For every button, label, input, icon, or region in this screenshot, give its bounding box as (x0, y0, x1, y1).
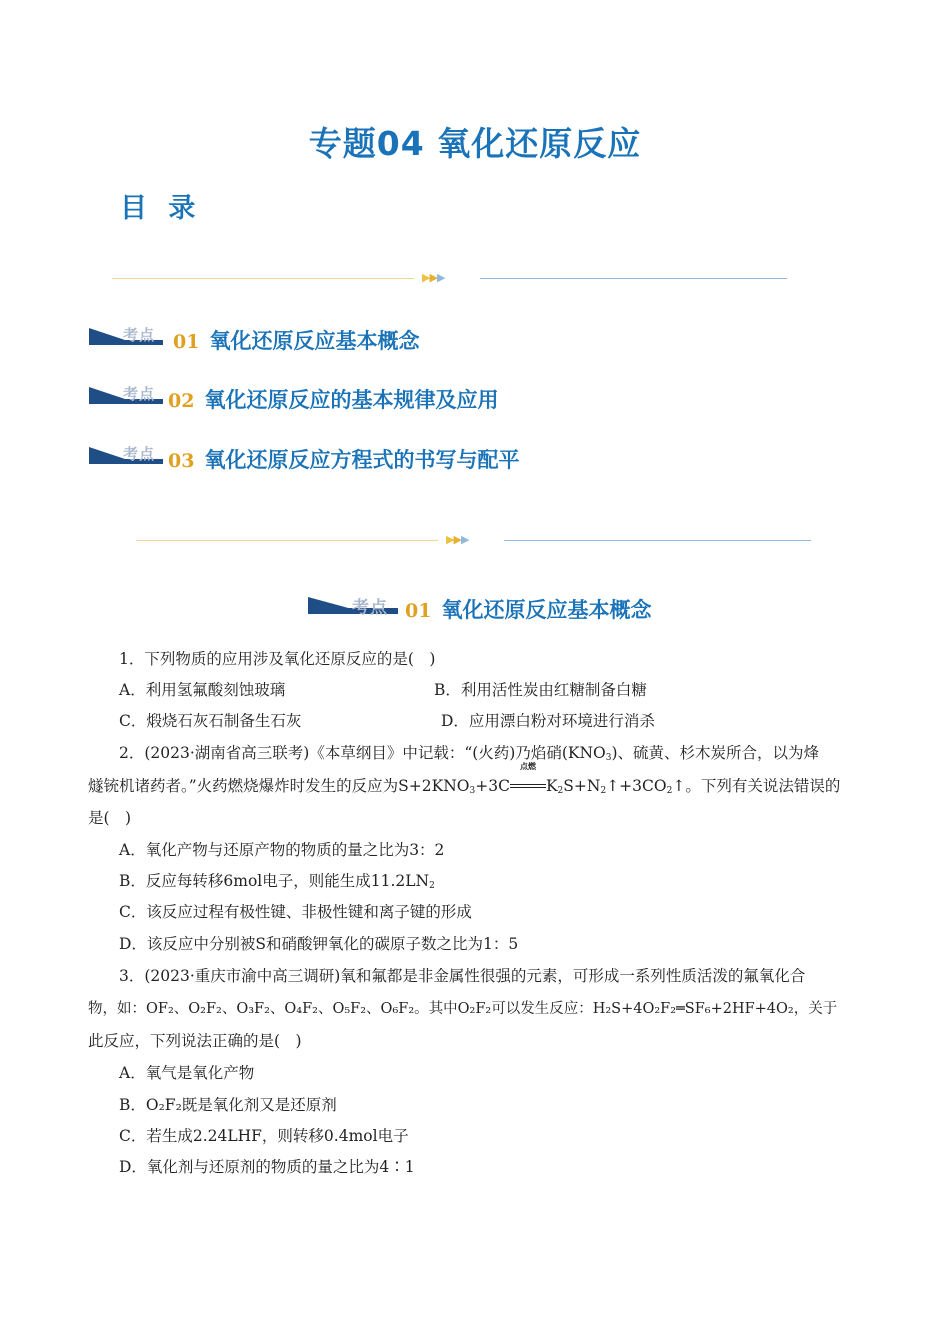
toc-item-num: 02 (168, 390, 195, 412)
q1-option-c: C．煅烧石灰石制备生石灰 (119, 712, 302, 730)
q3-stem-line1: 3．(2023·重庆市渝中高三调研)氧和氟都是非金属性很强的元素，可形成一系列性质活泼的氟氧化合 (119, 967, 806, 985)
toc-item-num: 03 (168, 450, 195, 472)
toc-item-label: 氧化还原反应基本概念 (209, 329, 420, 353)
badge-icon: 考点 (89, 444, 167, 466)
toc-heading: 目 录 (120, 193, 202, 224)
divider-middle (136, 534, 811, 548)
badge-icon: 考点 (308, 594, 400, 616)
q3-option-d: D．氧化剂与还原剂的物质的量之比为4∶1 (119, 1158, 415, 1176)
divider-top (112, 272, 787, 286)
q1-stem: 1．下列物质的应用涉及氧化还原反应的是( ) (119, 650, 436, 668)
q1-option-a: A．利用氢氟酸刻蚀玻璃 (119, 681, 286, 699)
toc-item-03[interactable] (89, 444, 689, 474)
q2-option-d: D．该反应中分别被S和硝酸钾氧化的碳原子数之比为1：5 (119, 935, 519, 953)
q2-stem-line3: 是( ) (88, 809, 132, 827)
q3-option-b: B．O₂F₂既是氧化剂又是还原剂 (119, 1096, 337, 1114)
arrows-icon: ▶▶▶ (446, 533, 469, 546)
q1-option-b: B．利用活性炭由红糖制备白糖 (434, 681, 647, 699)
toc-item-01[interactable] (89, 325, 689, 355)
q2-option-c: C．该反应过程有极性键、非极性键和离子键的形成 (119, 903, 472, 921)
q2-option-a: A．氧化产物与还原产物的物质的量之比为3：2 (119, 841, 445, 859)
q2-stem-line1: 2．(2023·湖南省高三联考)《本草纲目》中记载：“(火药)乃焰硝$(KNO_3)$、硫黄、杉木炭所合，以为烽 (119, 744, 820, 763)
badge-icon: 考点 (89, 325, 167, 347)
page-title: 专题04 氧化还原反应 (308, 124, 642, 163)
q3-stem-line2: 物，如：OF₂、O₂F₂、O₃F₂、O₄F₂、O₅F₂、O₆F₂。其中O₂F₂可以发生反应：H₂S+4O₂F₂═SF₆+2HF+4O₂，关于 (88, 1001, 838, 1017)
q3-stem-line3: 此反应，下列说法正确的是( ) (88, 1032, 302, 1050)
toc-item-label: 氧化还原反应的基本规律及应用 (204, 388, 499, 412)
reaction-condition: 点燃 (510, 771, 546, 801)
q3-option-a: A．氧气是氧化产物 (119, 1064, 255, 1082)
section-num: 01 (405, 600, 432, 622)
badge-icon: 考点 (89, 384, 167, 406)
q1-option-d: D．应用漂白粉对环境进行消杀 (441, 712, 655, 730)
toc-item-02[interactable] (89, 384, 689, 414)
toc-item-label: 氧化还原反应方程式的书写与配平 (204, 448, 520, 472)
section-label: 氧化还原反应基本概念 (441, 598, 652, 622)
q2-stem-line2: 燧铳机诸药者。”火药燃烧爆炸时发生的反应为$S+2KNO_3+3C$ 点燃 $K_2S+N_2↑+3CO_2↑$。下列有关说法错误的 (88, 771, 840, 806)
section-heading (308, 594, 728, 624)
q3-option-c: C．若生成2.24LHF，则转移0.4mol电子 (119, 1127, 409, 1145)
q2-option-b: B．反应每转移6mol电子，则能生成$11.2LN_2$ (119, 872, 435, 891)
toc-item-num: 01 (173, 331, 200, 353)
arrows-icon: ▶▶▶ (422, 271, 445, 284)
